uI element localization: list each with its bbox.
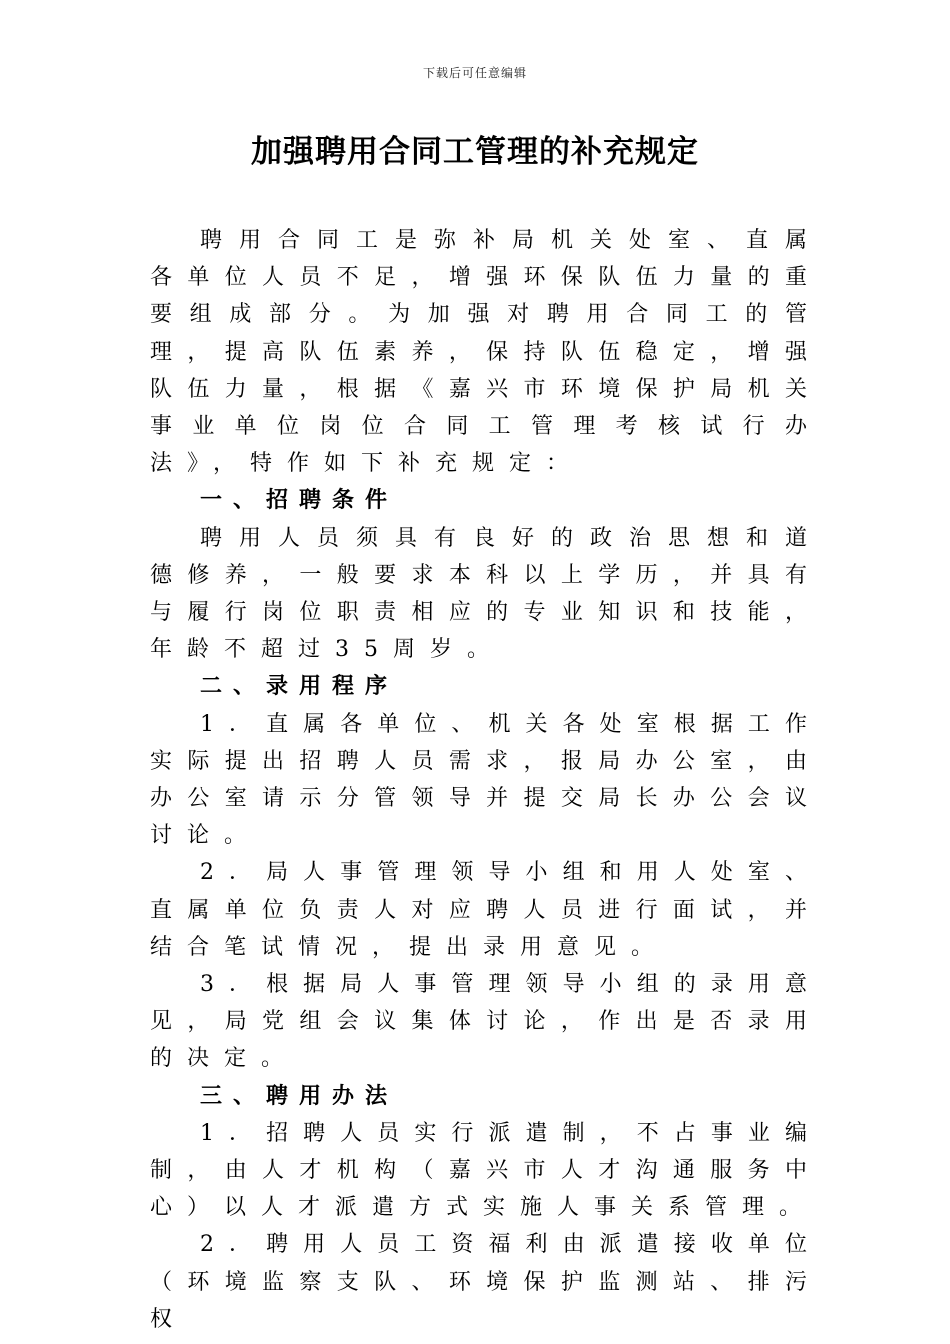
document-body bbox=[150, 222, 822, 1338]
section-paragraph: 3．根据局人事管理领导小组的录用意见，局党组会议集体讨论，作出是否录用的决定。 bbox=[150, 972, 822, 1072]
section-paragraph: 聘用人员须具有良好的政治思想和道德修养，一般要求本科以上学历，并具有与履行岗位职责相应的专业知识和技能，年龄不超过35周岁。 bbox=[150, 525, 822, 663]
section-paragraph: 2．聘用人员工资福利由派遣接收单位（环境监察支队、环境保护监测站、排污权 bbox=[150, 1232, 822, 1332]
intro-paragraph: 聘用合同工是弥补局机关处室、直属各单位人员不足，增强环保队伍力量的重要组成部分。为加强对聘用合同工的管理，提高队伍素养，保持队伍稳定，增强队伍力量，根据《嘉兴市环境保护局机关事业单位岗位合同工管理考核试行办法》，特作如下补充规定： bbox=[150, 228, 822, 477]
section-paragraph: 1．直属各单位、机关各处室根据工作实际提出招聘人员需求，报局办公室，由办公室请示分管领导并提交局长办公会议讨论。 bbox=[150, 711, 822, 849]
section-paragraph: 2．局人事管理领导小组和用人处室、直属单位负责人对应聘人员进行面试，并结合笔试情况，提出录用意见。 bbox=[150, 860, 822, 960]
document-title: 加强聘用合同工管理的补充规定 bbox=[251, 134, 699, 170]
section-heading-recruitment-conditions: 一、招聘条件 bbox=[200, 488, 399, 514]
section-paragraph: 1．招聘人员实行派遣制，不占事业编制，由人才机构（嘉兴市人才沟通服务中心）以人才派遣方式实施人事关系管理。 bbox=[150, 1120, 822, 1221]
section-heading-employment-method: 三、聘用办法 bbox=[200, 1083, 399, 1109]
page-header-note: 下载后可任意编辑 bbox=[422, 66, 527, 80]
section-heading-hiring-procedure: 二、录用程序 bbox=[200, 674, 399, 700]
